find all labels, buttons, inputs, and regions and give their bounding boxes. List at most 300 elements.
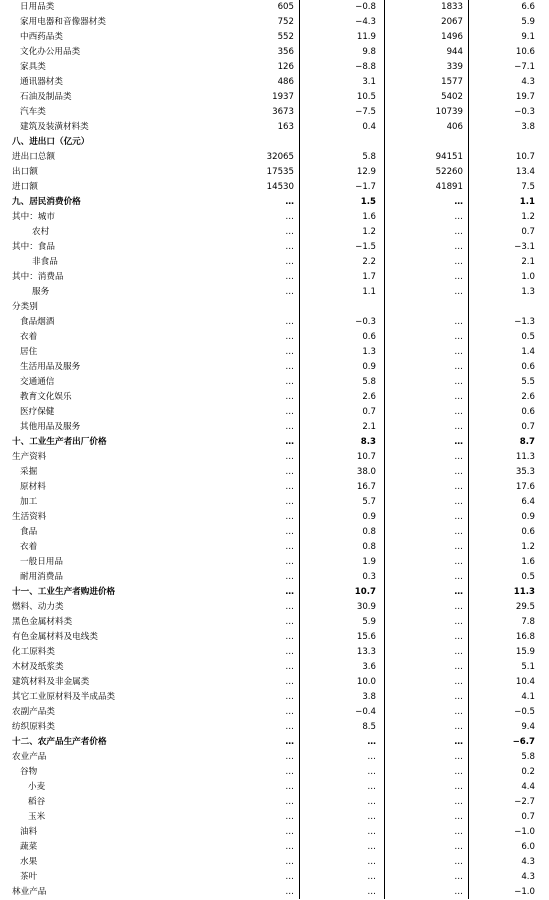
- growth-cumulative-cell: 4.3: [521, 872, 535, 882]
- growth-month-cell: −0.3: [355, 317, 376, 327]
- growth-cumulative-cell: 1.0: [521, 272, 535, 282]
- value-month-cell: 126: [277, 62, 294, 72]
- row-label: 交通通信: [20, 377, 55, 387]
- value-cumulative-cell: …: [454, 437, 463, 447]
- value-cumulative-cell: 52260: [435, 167, 463, 177]
- value-month-cell: …: [285, 752, 294, 762]
- section-header-row: [0, 135, 549, 150]
- value-month-cell: …: [285, 782, 294, 792]
- value-cumulative-cell: …: [454, 422, 463, 432]
- growth-month-cell: …: [367, 812, 376, 822]
- value-cumulative-cell: 406: [446, 122, 463, 132]
- table-row: [0, 285, 549, 300]
- growth-month-cell: 1.5: [360, 197, 376, 207]
- table-row: [0, 795, 549, 810]
- growth-month-cell: 0.8: [362, 542, 376, 552]
- table-row: [0, 15, 549, 30]
- value-month-cell: …: [285, 482, 294, 492]
- growth-cumulative-cell: 10.6: [515, 47, 535, 57]
- value-month-cell: …: [285, 257, 294, 267]
- table-row: [0, 120, 549, 135]
- table-row: [0, 270, 549, 285]
- value-cumulative-cell: …: [454, 407, 463, 417]
- table-row: [0, 555, 549, 570]
- table-row: [0, 855, 549, 870]
- table-row: [0, 390, 549, 405]
- row-label: 衣着: [20, 332, 38, 342]
- growth-month-cell: 8.3: [360, 437, 376, 447]
- growth-cumulative-cell: 19.7: [515, 92, 535, 102]
- value-cumulative-cell: …: [454, 557, 463, 567]
- value-month-cell: …: [285, 422, 294, 432]
- value-month-cell: …: [285, 767, 294, 777]
- row-label: 教育文化娱乐: [20, 392, 72, 402]
- value-month-cell: …: [285, 542, 294, 552]
- growth-cumulative-cell: 4.1: [521, 692, 535, 702]
- growth-cumulative-cell: 11.3: [515, 452, 535, 462]
- row-label: 其他用品及服务: [20, 422, 81, 432]
- value-month-cell: …: [285, 707, 294, 717]
- table-row: [0, 615, 549, 630]
- table-row: [0, 300, 549, 315]
- growth-month-cell: …: [367, 887, 376, 897]
- growth-month-cell: −7.5: [355, 107, 376, 117]
- table-row: [0, 690, 549, 705]
- table-row: [0, 450, 549, 465]
- value-cumulative-cell: …: [454, 632, 463, 642]
- growth-cumulative-cell: 4.3: [521, 857, 535, 867]
- growth-cumulative-cell: 6.6: [521, 2, 535, 12]
- growth-cumulative-cell: −7.1: [514, 62, 535, 72]
- table-row: [0, 660, 549, 675]
- value-month-cell: …: [285, 242, 294, 252]
- growth-cumulative-cell: 7.8: [521, 617, 535, 627]
- value-month-cell: …: [285, 632, 294, 642]
- row-label: 林业产品: [12, 887, 47, 897]
- growth-month-cell: 5.9: [362, 617, 376, 627]
- value-month-cell: …: [285, 827, 294, 837]
- value-month-cell: …: [285, 497, 294, 507]
- row-label: 有色金属材料及电线类: [12, 632, 98, 642]
- value-month-cell: …: [285, 857, 294, 867]
- row-label: 分类别: [12, 302, 38, 312]
- value-cumulative-cell: …: [454, 872, 463, 882]
- table-row: [0, 750, 549, 765]
- value-month-cell: 3673: [272, 107, 294, 117]
- table-row: [0, 495, 549, 510]
- growth-month-cell: 1.2: [362, 227, 376, 237]
- growth-cumulative-cell: 2.1: [521, 257, 535, 267]
- growth-cumulative-cell: −6.7: [512, 737, 535, 747]
- row-label: 食品烟酒: [20, 317, 55, 327]
- row-label: 汽车类: [20, 107, 46, 117]
- value-cumulative-cell: 2067: [441, 17, 463, 27]
- value-month-cell: …: [285, 317, 294, 327]
- value-cumulative-cell: …: [454, 467, 463, 477]
- row-label: 小麦: [28, 782, 46, 792]
- growth-cumulative-cell: 5.8: [521, 752, 535, 762]
- value-cumulative-cell: …: [454, 707, 463, 717]
- growth-cumulative-cell: −1.0: [514, 827, 535, 837]
- value-cumulative-cell: …: [454, 722, 463, 732]
- table-row: [0, 540, 549, 555]
- growth-cumulative-cell: 0.6: [521, 527, 535, 537]
- table-row: [0, 315, 549, 330]
- growth-cumulative-cell: 1.1: [519, 197, 535, 207]
- value-month-cell: …: [285, 722, 294, 732]
- row-label: 进口额: [12, 182, 38, 192]
- growth-month-cell: 0.8: [362, 527, 376, 537]
- growth-cumulative-cell: 3.8: [521, 122, 535, 132]
- growth-cumulative-cell: 0.7: [521, 422, 535, 432]
- growth-cumulative-cell: 10.7: [515, 152, 535, 162]
- value-month-cell: 752: [277, 17, 294, 27]
- value-month-cell: …: [285, 887, 294, 897]
- table-row: [0, 420, 549, 435]
- value-cumulative-cell: …: [454, 542, 463, 552]
- value-cumulative-cell: …: [454, 767, 463, 777]
- value-month-cell: …: [285, 527, 294, 537]
- growth-cumulative-cell: 9.1: [521, 32, 535, 42]
- value-cumulative-cell: …: [454, 617, 463, 627]
- table-row: [0, 90, 549, 105]
- growth-month-cell: 2.1: [362, 422, 376, 432]
- row-label: 食品: [20, 527, 38, 537]
- table-row: [0, 720, 549, 735]
- growth-cumulative-cell: 29.5: [515, 602, 535, 612]
- row-label: 家具类: [20, 62, 46, 72]
- row-label: 耐用消费品: [20, 572, 63, 582]
- value-month-cell: 605: [277, 2, 294, 12]
- value-month-cell: 356: [277, 47, 294, 57]
- value-month-cell: …: [285, 272, 294, 282]
- table-row: [0, 360, 549, 375]
- growth-month-cell: 12.9: [356, 167, 376, 177]
- value-cumulative-cell: 5402: [441, 92, 463, 102]
- value-cumulative-cell: 1577: [441, 77, 463, 87]
- growth-month-cell: −1.7: [355, 182, 376, 192]
- row-label: 通讯器材类: [20, 77, 63, 87]
- row-label: 出口额: [12, 167, 38, 177]
- row-label: 居住: [20, 347, 38, 357]
- table-row: [0, 630, 549, 645]
- row-label: 农业产品: [12, 752, 47, 762]
- value-cumulative-cell: …: [454, 512, 463, 522]
- table-row: [0, 165, 549, 180]
- growth-month-cell: …: [367, 827, 376, 837]
- growth-cumulative-cell: 4.3: [521, 77, 535, 87]
- row-label: 化工原料类: [12, 647, 55, 657]
- row-label: 原材料: [20, 482, 46, 492]
- table-row: [0, 405, 549, 420]
- row-label: 谷物: [20, 767, 38, 777]
- value-month-cell: …: [285, 677, 294, 687]
- growth-month-cell: 15.6: [356, 632, 376, 642]
- value-cumulative-cell: …: [454, 797, 463, 807]
- growth-month-cell: 2.6: [362, 392, 376, 402]
- growth-month-cell: …: [367, 752, 376, 762]
- row-label: 建筑材料及非金属类: [12, 677, 90, 687]
- table-row: [0, 510, 549, 525]
- value-cumulative-cell: …: [454, 242, 463, 252]
- growth-cumulative-cell: 13.4: [515, 167, 535, 177]
- growth-month-cell: 3.1: [362, 77, 376, 87]
- value-cumulative-cell: 10739: [435, 107, 463, 117]
- value-cumulative-cell: …: [454, 647, 463, 657]
- value-cumulative-cell: …: [454, 332, 463, 342]
- growth-cumulative-cell: 9.4: [521, 722, 535, 732]
- growth-month-cell: 10.5: [356, 92, 376, 102]
- table-row: [0, 180, 549, 195]
- table-row: [0, 810, 549, 825]
- row-label: 衣着: [20, 542, 38, 552]
- growth-month-cell: 0.7: [362, 407, 376, 417]
- growth-month-cell: …: [367, 737, 376, 747]
- table-row: [0, 465, 549, 480]
- section-header-row: [0, 195, 549, 210]
- value-month-cell: …: [285, 197, 294, 207]
- value-cumulative-cell: 339: [446, 62, 463, 72]
- row-label: 其中：食品: [12, 242, 55, 252]
- section-header-row: [0, 435, 549, 450]
- value-cumulative-cell: …: [454, 392, 463, 402]
- growth-month-cell: …: [367, 782, 376, 792]
- growth-month-cell: 1.7: [362, 272, 376, 282]
- table-row: [0, 825, 549, 840]
- value-month-cell: …: [285, 557, 294, 567]
- growth-month-cell: 10.0: [356, 677, 376, 687]
- value-month-cell: …: [285, 872, 294, 882]
- growth-month-cell: 0.3: [362, 572, 376, 582]
- value-cumulative-cell: …: [454, 272, 463, 282]
- growth-month-cell: 38.0: [356, 467, 376, 477]
- row-label: 石油及制品类: [20, 92, 72, 102]
- value-cumulative-cell: 1496: [441, 32, 463, 42]
- growth-cumulative-cell: −2.7: [514, 797, 535, 807]
- value-cumulative-cell: …: [454, 257, 463, 267]
- value-cumulative-cell: …: [454, 482, 463, 492]
- value-cumulative-cell: 41891: [435, 182, 463, 192]
- value-month-cell: …: [285, 647, 294, 657]
- growth-cumulative-cell: 0.6: [521, 362, 535, 372]
- value-month-cell: …: [285, 392, 294, 402]
- value-cumulative-cell: …: [454, 212, 463, 222]
- row-label: 水果: [20, 857, 38, 867]
- row-label: 木材及纸浆类: [12, 662, 64, 672]
- row-label: 家用电器和音像器材类: [20, 17, 106, 27]
- value-cumulative-cell: …: [454, 677, 463, 687]
- table-row: [0, 765, 549, 780]
- growth-cumulative-cell: 5.5: [521, 377, 535, 387]
- value-cumulative-cell: …: [454, 692, 463, 702]
- value-month-cell: …: [285, 332, 294, 342]
- growth-cumulative-cell: −0.5: [514, 707, 535, 717]
- growth-cumulative-cell: 15.9: [515, 647, 535, 657]
- growth-month-cell: 11.9: [356, 32, 376, 42]
- row-label: 进出口总额: [12, 152, 55, 162]
- value-month-cell: …: [285, 602, 294, 612]
- growth-cumulative-cell: 0.7: [521, 812, 535, 822]
- value-cumulative-cell: 944: [446, 47, 463, 57]
- value-cumulative-cell: 1833: [441, 2, 463, 12]
- growth-cumulative-cell: 17.6: [515, 482, 535, 492]
- growth-cumulative-cell: 7.5: [521, 182, 535, 192]
- table-row: [0, 30, 549, 45]
- growth-month-cell: 1.6: [362, 212, 376, 222]
- growth-month-cell: …: [367, 797, 376, 807]
- growth-month-cell: 10.7: [356, 452, 376, 462]
- value-cumulative-cell: …: [454, 782, 463, 792]
- value-month-cell: …: [285, 452, 294, 462]
- row-label: 医疗保健: [20, 407, 55, 417]
- row-label: 黑色金属材料类: [12, 617, 73, 627]
- table-row: [0, 780, 549, 795]
- growth-cumulative-cell: 4.4: [521, 782, 535, 792]
- growth-month-cell: 3.6: [362, 662, 376, 672]
- value-cumulative-cell: …: [454, 587, 463, 597]
- table-row: [0, 705, 549, 720]
- growth-cumulative-cell: 0.5: [521, 572, 535, 582]
- value-month-cell: …: [285, 692, 294, 702]
- growth-month-cell: 1.1: [362, 287, 376, 297]
- section-title: 十二、农产品生产者价格: [12, 737, 107, 747]
- growth-cumulative-cell: 0.7: [521, 227, 535, 237]
- section-title: 九、居民消费价格: [12, 197, 81, 207]
- value-month-cell: …: [285, 662, 294, 672]
- row-label: 建筑及装潢材料类: [20, 122, 89, 132]
- growth-cumulative-cell: 6.4: [521, 497, 535, 507]
- row-label: 生活资料: [12, 512, 47, 522]
- growth-cumulative-cell: 0.9: [521, 512, 535, 522]
- table-row: [0, 525, 549, 540]
- value-month-cell: …: [285, 572, 294, 582]
- growth-month-cell: 16.7: [356, 482, 376, 492]
- row-label: 非食品: [32, 257, 58, 267]
- value-month-cell: …: [285, 287, 294, 297]
- table-row: [0, 105, 549, 120]
- value-month-cell: 1937: [272, 92, 294, 102]
- growth-month-cell: …: [367, 857, 376, 867]
- growth-month-cell: 1.9: [362, 557, 376, 567]
- table-row: [0, 645, 549, 660]
- table-row: [0, 150, 549, 165]
- growth-month-cell: −8.8: [355, 62, 376, 72]
- growth-cumulative-cell: −0.3: [514, 107, 535, 117]
- value-cumulative-cell: …: [454, 812, 463, 822]
- value-cumulative-cell: …: [454, 347, 463, 357]
- growth-cumulative-cell: 1.4: [521, 347, 535, 357]
- growth-month-cell: 5.8: [362, 377, 376, 387]
- value-month-cell: …: [285, 812, 294, 822]
- value-cumulative-cell: …: [454, 317, 463, 327]
- section-title: 十、工业生产者出厂价格: [12, 437, 107, 447]
- value-month-cell: …: [285, 347, 294, 357]
- growth-month-cell: …: [367, 872, 376, 882]
- value-month-cell: …: [285, 227, 294, 237]
- growth-cumulative-cell: 1.3: [521, 287, 535, 297]
- value-cumulative-cell: …: [454, 752, 463, 762]
- table-row: [0, 885, 549, 900]
- row-label: 其它工业原材料及半成品类: [12, 692, 116, 702]
- growth-month-cell: 5.7: [362, 497, 376, 507]
- growth-cumulative-cell: 16.8: [515, 632, 535, 642]
- value-cumulative-cell: 94151: [435, 152, 463, 162]
- row-label: 其中：城市: [12, 212, 55, 222]
- row-label: 燃料、动力类: [12, 602, 64, 612]
- growth-month-cell: 2.2: [362, 257, 376, 267]
- row-label: 生活用品及服务: [20, 362, 81, 372]
- value-cumulative-cell: …: [454, 602, 463, 612]
- value-cumulative-cell: …: [454, 572, 463, 582]
- section-header-row: [0, 735, 549, 750]
- value-month-cell: …: [285, 467, 294, 477]
- growth-month-cell: 8.5: [362, 722, 376, 732]
- growth-month-cell: −0.8: [355, 2, 376, 12]
- table-row: [0, 570, 549, 585]
- table-row: [0, 870, 549, 885]
- table-row: [0, 255, 549, 270]
- value-month-cell: 14530: [266, 182, 294, 192]
- value-month-cell: …: [285, 437, 294, 447]
- value-month-cell: …: [285, 377, 294, 387]
- growth-month-cell: 0.6: [362, 332, 376, 342]
- row-label: 蔬菜: [20, 842, 38, 852]
- table-row: [0, 345, 549, 360]
- growth-cumulative-cell: 6.0: [521, 842, 535, 852]
- table-row: [0, 45, 549, 60]
- value-cumulative-cell: …: [454, 887, 463, 897]
- value-month-cell: 552: [277, 32, 294, 42]
- growth-cumulative-cell: −1.3: [514, 317, 535, 327]
- row-label: 茶叶: [20, 872, 38, 882]
- growth-cumulative-cell: 5.1: [521, 662, 535, 672]
- row-label: 日用品类: [20, 2, 55, 12]
- table-row: [0, 0, 549, 15]
- value-month-cell: …: [285, 362, 294, 372]
- growth-cumulative-cell: 1.2: [521, 542, 535, 552]
- growth-cumulative-cell: 0.6: [521, 407, 535, 417]
- growth-month-cell: 1.3: [362, 347, 376, 357]
- growth-month-cell: 30.9: [356, 602, 376, 612]
- growth-cumulative-cell: 5.9: [521, 17, 535, 27]
- value-cumulative-cell: …: [454, 497, 463, 507]
- row-label: 农副产品类: [12, 707, 55, 717]
- table-row: [0, 75, 549, 90]
- value-cumulative-cell: …: [454, 227, 463, 237]
- table-row: [0, 600, 549, 615]
- value-cumulative-cell: …: [454, 737, 463, 747]
- growth-month-cell: …: [367, 842, 376, 852]
- value-month-cell: …: [285, 842, 294, 852]
- row-label: 玉米: [28, 812, 46, 822]
- growth-cumulative-cell: 2.6: [521, 392, 535, 402]
- value-month-cell: …: [285, 407, 294, 417]
- table-row: [0, 330, 549, 345]
- growth-cumulative-cell: 1.6: [521, 557, 535, 567]
- growth-month-cell: 10.7: [354, 587, 376, 597]
- growth-cumulative-cell: 35.3: [515, 467, 535, 477]
- table-row: [0, 60, 549, 75]
- value-cumulative-cell: …: [454, 362, 463, 372]
- growth-cumulative-cell: −3.1: [514, 242, 535, 252]
- table-row: [0, 240, 549, 255]
- row-label: 油料: [20, 827, 38, 837]
- growth-month-cell: 3.8: [362, 692, 376, 702]
- table-row: [0, 675, 549, 690]
- value-cumulative-cell: …: [454, 452, 463, 462]
- growth-month-cell: 0.9: [362, 512, 376, 522]
- growth-month-cell: 0.9: [362, 362, 376, 372]
